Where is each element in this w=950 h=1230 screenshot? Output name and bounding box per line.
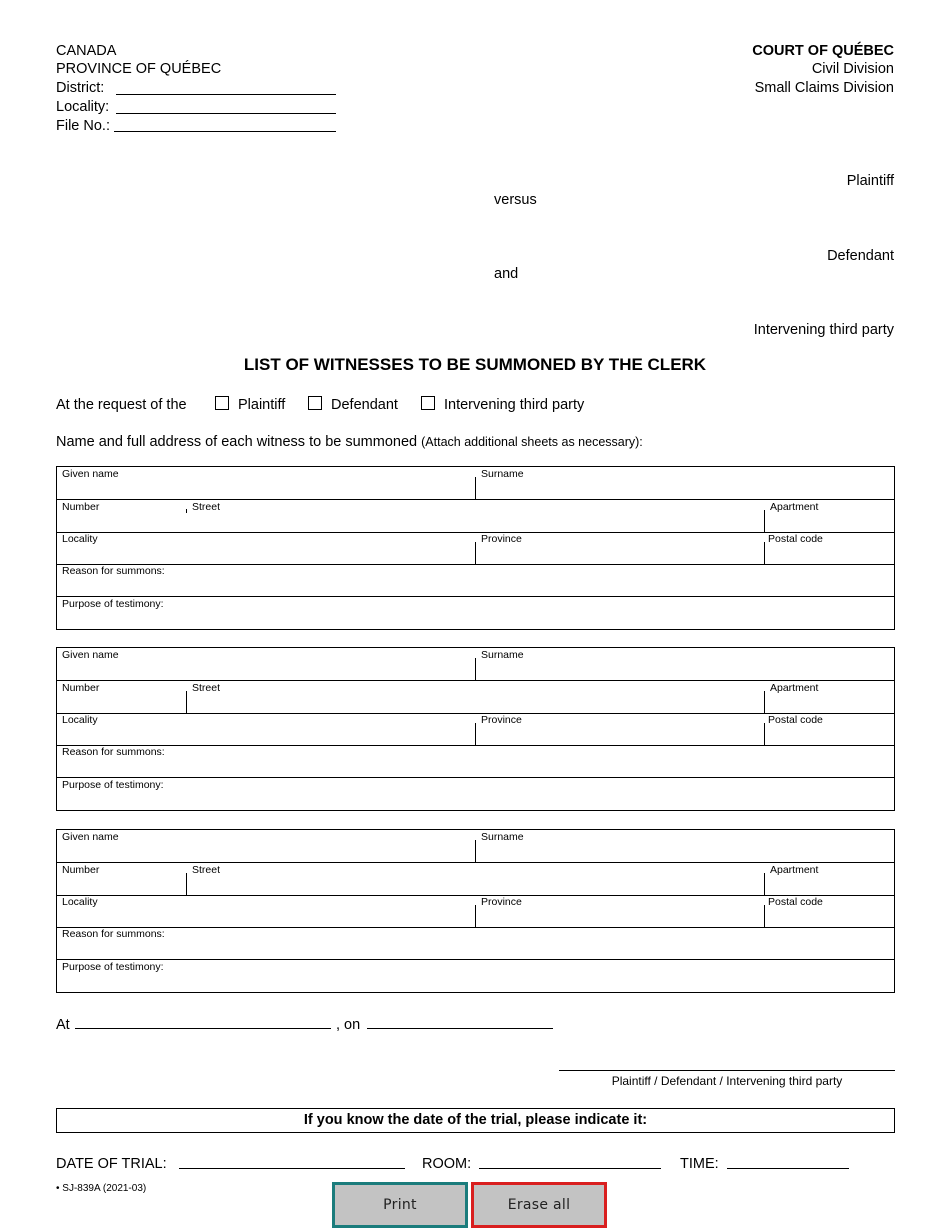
purpose-row	[57, 597, 894, 630]
defendant-option-label: Defendant	[331, 397, 398, 413]
locality-input-2[interactable]	[62, 727, 470, 743]
postal-code-label: Postal code	[768, 533, 823, 545]
purpose-label: Purpose of testimony:	[62, 961, 164, 973]
reason-row	[57, 564, 894, 597]
plaintiff-label: Plaintiff	[846, 173, 894, 189]
name-row	[57, 830, 894, 863]
surname-label: Surname	[481, 649, 524, 661]
street-label: Street	[192, 682, 221, 694]
locality-row	[57, 713, 894, 746]
district-label: District:	[56, 80, 105, 96]
apartment-label: Apartment	[770, 501, 819, 513]
name-row	[57, 467, 894, 500]
reason-input-2[interactable]	[62, 759, 888, 775]
reason-row	[57, 745, 894, 778]
small-claims-division: Small Claims Division	[754, 80, 894, 96]
divider	[764, 873, 765, 896]
postal-code-label: Postal code	[768, 714, 823, 726]
given-name-label: Given name	[62, 831, 119, 843]
number-label: Number	[62, 501, 100, 513]
street-input-3[interactable]	[192, 877, 760, 893]
divider	[475, 840, 476, 863]
purpose-row	[57, 960, 894, 993]
number-input-1[interactable]	[62, 514, 182, 530]
province-label: Province	[481, 714, 522, 726]
time-field[interactable]	[727, 1168, 849, 1169]
purpose-input-1[interactable]	[62, 611, 888, 627]
district-field[interactable]	[116, 94, 336, 95]
given-name-input-2[interactable]	[62, 662, 470, 678]
page-title: LIST OF WITNESSES TO BE SUMMONED BY THE CLERK	[243, 355, 707, 374]
purpose-label: Purpose of testimony:	[62, 598, 164, 610]
intervening-option-label: Intervening third party	[444, 397, 585, 413]
apartment-input-1[interactable]	[770, 514, 888, 530]
divider	[186, 873, 187, 896]
locality-label: Locality	[62, 896, 98, 908]
locality-label: Locality	[62, 714, 98, 726]
province-label: PROVINCE OF QUÉBEC	[56, 61, 222, 77]
surname-input-3[interactable]	[481, 844, 889, 860]
room-field[interactable]	[479, 1168, 661, 1169]
signing-date-field[interactable]	[367, 1028, 553, 1029]
print-button-label: Print	[383, 1197, 417, 1213]
plaintiff-checkbox[interactable]	[215, 396, 229, 410]
erase-all-button[interactable]	[471, 1182, 607, 1228]
versus-label: versus	[494, 192, 537, 208]
locality-input-3[interactable]	[62, 909, 470, 925]
witness-block-3	[56, 829, 895, 993]
erase-all-button-label: Erase all	[507, 1197, 571, 1213]
civil-division: Civil Division	[811, 61, 894, 77]
apartment-label: Apartment	[770, 682, 819, 694]
apartment-label: Apartment	[770, 864, 819, 876]
divider	[475, 723, 476, 746]
country-label: CANADA	[56, 43, 117, 59]
room-label: ROOM:	[422, 1156, 472, 1172]
province-input-1[interactable]	[481, 546, 759, 562]
given-name-label: Given name	[62, 649, 119, 661]
number-label: Number	[62, 864, 100, 876]
signature-line[interactable]	[559, 1070, 895, 1071]
file-number-field[interactable]	[114, 131, 336, 132]
divider	[764, 723, 765, 746]
divider	[186, 509, 187, 513]
purpose-row	[57, 778, 894, 811]
province-input-2[interactable]	[481, 727, 759, 743]
place-field[interactable]	[75, 1028, 331, 1029]
trial-notice: If you know the date of the trial, please indicate it:	[56, 1108, 895, 1133]
locality-row	[57, 895, 894, 928]
file-number-label: File No.:	[56, 118, 110, 134]
reason-label: Reason for summons:	[62, 565, 165, 577]
surname-input-1[interactable]	[481, 481, 889, 497]
intervening-label: Intervening third party	[753, 322, 894, 338]
date-of-trial-label: DATE OF TRIAL:	[56, 1156, 167, 1172]
postal-code-input-2[interactable]	[768, 727, 888, 743]
street-input-2[interactable]	[192, 695, 760, 711]
apartment-input-3[interactable]	[770, 877, 888, 893]
locality-label: Locality	[62, 533, 98, 545]
divider	[764, 905, 765, 928]
province-input-3[interactable]	[481, 909, 759, 925]
court-name: COURT OF QUÉBEC	[752, 43, 894, 59]
signer-caption: Plaintiff / Defendant / Intervening third party	[611, 1074, 843, 1088]
defendant-label: Defendant	[827, 248, 894, 264]
witness-block-1	[56, 466, 895, 630]
print-button[interactable]	[332, 1182, 468, 1228]
witness-block-2	[56, 647, 895, 811]
date-of-trial-field[interactable]	[179, 1168, 405, 1169]
surname-label: Surname	[481, 831, 524, 843]
locality-input-1[interactable]	[62, 546, 470, 562]
at-label: At	[56, 1017, 70, 1033]
province-label: Province	[481, 533, 522, 545]
locality-field[interactable]	[116, 113, 336, 114]
address-row	[57, 500, 894, 533]
given-name-label: Given name	[62, 468, 119, 480]
reason-label: Reason for summons:	[62, 928, 165, 940]
locality-row	[57, 532, 894, 565]
purpose-input-2[interactable]	[62, 792, 888, 808]
divider	[764, 691, 765, 714]
apartment-input-2[interactable]	[770, 695, 888, 711]
street-label: Street	[192, 864, 221, 876]
divider	[764, 542, 765, 565]
number-label: Number	[62, 682, 100, 694]
time-label: TIME:	[680, 1156, 719, 1172]
given-name-input-1[interactable]	[62, 481, 470, 497]
street-input-1[interactable]	[192, 514, 760, 530]
reason-row	[57, 927, 894, 960]
surname-label: Surname	[481, 468, 524, 480]
and-label: and	[494, 266, 519, 282]
divider	[764, 510, 765, 533]
postal-code-label: Postal code	[768, 896, 823, 908]
plaintiff-option-label: Plaintiff	[238, 397, 286, 413]
locality-label: Locality:	[56, 99, 110, 115]
witness-instructions	[56, 433, 643, 451]
divider	[475, 477, 476, 500]
divider	[475, 542, 476, 565]
divider	[475, 905, 476, 928]
purpose-label: Purpose of testimony:	[62, 779, 164, 791]
number-input-2[interactable]	[62, 695, 182, 711]
postal-code-input-1[interactable]	[768, 546, 888, 562]
given-name-input-3[interactable]	[62, 844, 470, 860]
reason-input-3[interactable]	[62, 941, 888, 957]
address-row	[57, 863, 894, 896]
name-row	[57, 648, 894, 681]
purpose-input-3[interactable]	[62, 974, 888, 990]
province-label: Province	[481, 896, 522, 908]
form-code: • SJ-839A (2021-03)	[56, 1183, 147, 1194]
reason-label: Reason for summons:	[62, 746, 165, 758]
instructions-note: (Attach additional sheets as necessary):	[421, 435, 643, 449]
intervening-checkbox[interactable]	[421, 396, 435, 410]
number-input-3[interactable]	[62, 877, 182, 893]
address-row	[57, 681, 894, 714]
divider	[475, 658, 476, 681]
street-label: Street	[192, 501, 221, 513]
reason-input-1[interactable]	[62, 578, 888, 594]
surname-input-2[interactable]	[481, 662, 889, 678]
on-label: , on	[336, 1017, 361, 1033]
postal-code-input-3[interactable]	[768, 909, 888, 925]
defendant-checkbox[interactable]	[308, 396, 322, 410]
instructions-main: Name and full address of each witness to be summoned	[56, 434, 418, 450]
divider	[186, 691, 187, 714]
request-label: At the request of the	[56, 397, 187, 413]
